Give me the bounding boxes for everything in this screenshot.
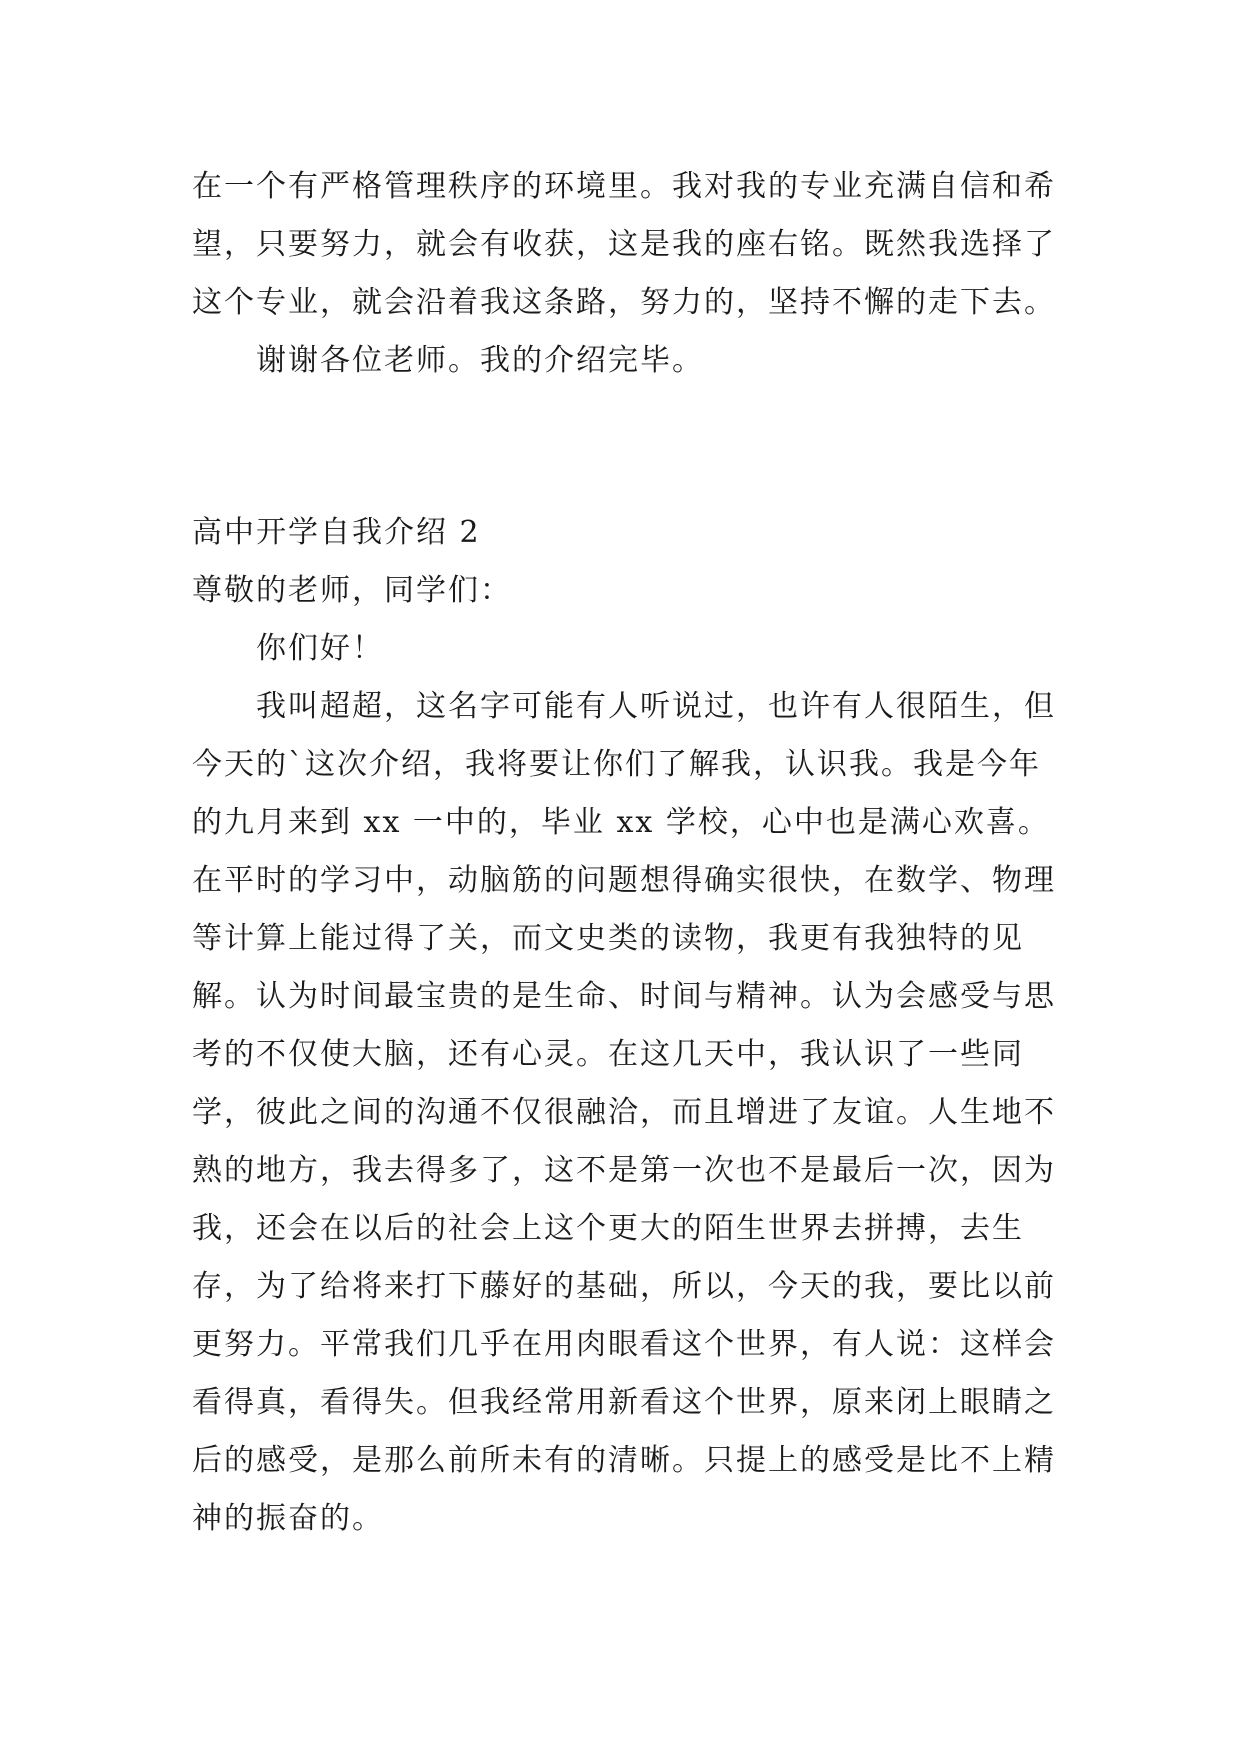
previous-section-end xyxy=(192,158,1072,390)
section-title: 高中开学自我介绍 2 xyxy=(192,515,481,550)
greeting: 你们好！ xyxy=(256,631,384,666)
body-paragraph: 我叫超超，这名字可能有人听说过，也许有人很陌生，但今天的`这次介绍，我将要让你们了解我，认识我。我是今年的九月来到 xx 一中的，毕业 xx 学校，心中也是满心欢喜。在平时的学习中，动脑筋的问题想得确实很快，在数学、物理等计算上能过得了关，而文史类的读物，我更有我独特的见解。认为时间最宝贵的是生命、时间与精神。认为会感受与思考的不仅使大脑，还有心灵。在这几天中，我认识了一些同学，彼此之间的沟通不仅很融洽，而且增进了友谊。人生地不熟的地方，我去得多了，这不是第一次也不是最后一次，因为我，还会在以后的社会上这个更大的陌生世界去拼搏，去生存，为了给将来打下藤好的基础，所以，今天的我，要比以前更努力。平常我们几乎在用肉眼看这个世界，有人说：这样会看得真，看得失。但我经常用新看这个世界，原来闭上眼睛之后的感受，是那么前所未有的清晰。只提上的感受是比不上精神的振奋的。 xyxy=(192,689,1056,1536)
section-2 xyxy=(192,504,1072,1548)
continuation-paragraph: 在一个有严格管理秩序的环境里。我对我的专业充满自信和希望，只要努力，就会有收获，这是我的座右铭。既然我选择了这个专业，就会沿着我这条路，努力的，坚持不懈的走下去。 xyxy=(192,169,1056,320)
salutation: 尊敬的老师，同学们： xyxy=(192,573,512,608)
closing-line: 谢谢各位老师。我的介绍完毕。 xyxy=(256,343,704,378)
